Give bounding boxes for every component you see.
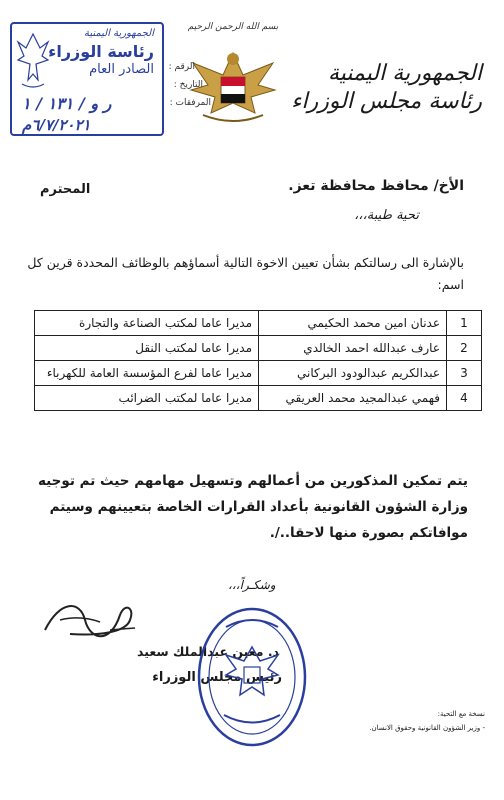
body-paragraph: يتم تمكين المذكورين من أعمالهم وتسهيل مهامهم حيث تم توجيه وزارة الشؤون القانونية بأعداد القرارات الخاصة بتعيينهم وسيتم موافاتكم بصورة منها لاحقا../. bbox=[37, 473, 468, 541]
row-number: 3 bbox=[447, 361, 482, 386]
appointee-name: عبدالكريم عبدالودود البركاني bbox=[259, 361, 447, 386]
cc-title: نسخة مع التحية: bbox=[437, 710, 485, 718]
cc-item: - وزير الشؤون القانونية وحقوق الانسان. bbox=[369, 724, 485, 732]
table-row bbox=[35, 311, 482, 336]
handwritten-signature bbox=[40, 590, 150, 650]
appointee-name: عدنان امين محمد الحكيمي bbox=[259, 311, 447, 336]
closing: وشكـراً،،، bbox=[228, 578, 276, 592]
greeting: تحية طيبة،،، bbox=[354, 208, 419, 223]
reference-label: الرقم : bbox=[168, 62, 195, 72]
table-row bbox=[35, 361, 482, 386]
stamp-line-presidency: رئاسة الوزراء bbox=[48, 42, 154, 61]
intro-paragraph: بالإشارة الى رسالتكم بشأن تعيين الاخوة التالية أسماؤهم بالوظائف المحددة قرين كل اسم: bbox=[27, 255, 464, 292]
table-row bbox=[35, 386, 482, 411]
appointee-name: فهمي عبدالمجيد محمد العريقي bbox=[259, 386, 447, 411]
presidency-name: رئاسة مجلس الوزراء bbox=[291, 89, 482, 114]
republic-name: الجمهورية اليمنية bbox=[327, 61, 482, 86]
attachments-label: المرفقات : bbox=[169, 98, 211, 108]
signatory-name: د. معين عبدالملك سعيد bbox=[137, 644, 279, 659]
row-number: 2 bbox=[447, 336, 482, 361]
appointee-position: مديرا عاما لمكتب الصناعة والتجارة bbox=[35, 311, 259, 336]
official-seal bbox=[196, 605, 308, 750]
letterhead-title bbox=[291, 60, 482, 116]
addressee: الأخ/ محافظ محافظة تعز. bbox=[288, 178, 464, 194]
stamp-line-republic: الجمهورية اليمنية bbox=[83, 28, 154, 39]
appointee-name: عارف عبدالله احمد الخالدي bbox=[259, 336, 447, 361]
row-number: 4 bbox=[447, 386, 482, 411]
reference-number: ر و / ١٣١ / ١ bbox=[22, 94, 112, 113]
row-number: 1 bbox=[447, 311, 482, 336]
appointee-position: مديرا عاما لمكتب النقل bbox=[35, 336, 259, 361]
table-row bbox=[35, 336, 482, 361]
stamp-line-outgoing: الصادر العام bbox=[89, 62, 154, 77]
date-label: التاريخ : bbox=[173, 80, 203, 90]
registration-stamp bbox=[10, 22, 164, 136]
respected-title: المحترم bbox=[40, 182, 91, 197]
letter-date: ٦/٧/٢٠٢١م bbox=[22, 116, 91, 134]
appointments-table bbox=[34, 310, 482, 411]
appointee-position: مديرا عاما لفرع المؤسسة العامة للكهرباء bbox=[35, 361, 259, 386]
basmala: بسم الله الرحمن الرحيم bbox=[187, 22, 279, 32]
stamp-emblem-icon bbox=[16, 30, 50, 90]
appointee-position: مديرا عاما لمكتب الضرائب bbox=[35, 386, 259, 411]
signatory-title: رئيس مجلس الوزراء bbox=[152, 670, 282, 685]
